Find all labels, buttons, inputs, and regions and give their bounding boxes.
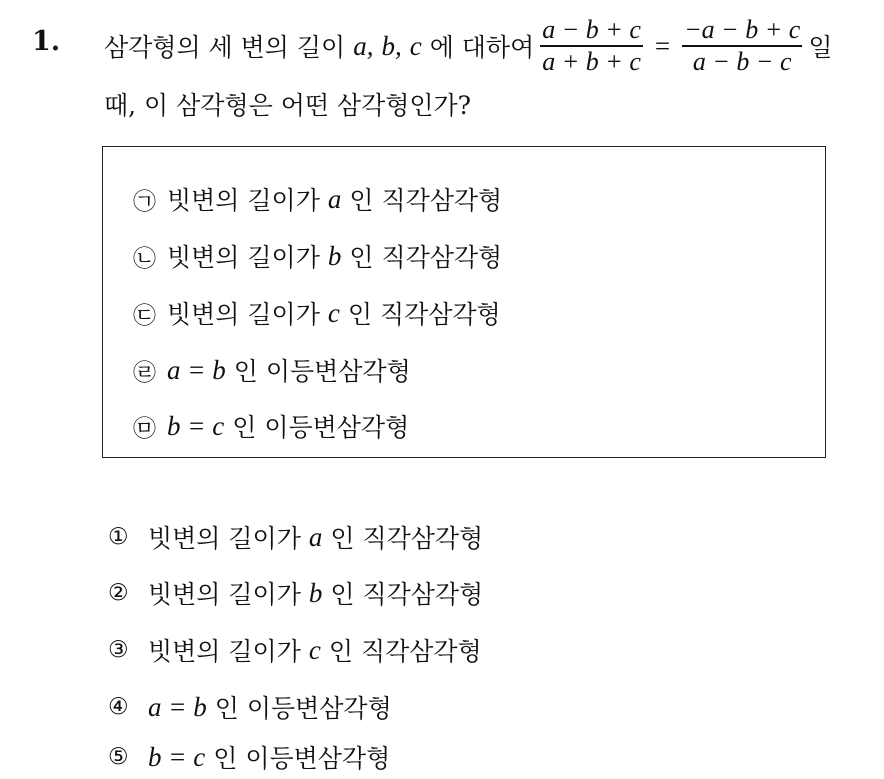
choice-post: 인 이등변삼각형 [213,744,391,773]
choice-var: a = b [148,691,207,722]
statement-marker: ㉢ [133,302,156,329]
choice-number: ③ [108,637,129,663]
answer-choice-5[interactable] [108,737,390,777]
statement-post: 인 직각삼각형 [349,186,503,215]
choice-post: 인 직각삼각형 [330,524,484,553]
answer-choice-1[interactable] [108,517,483,557]
question-number: 1. [32,26,61,57]
choice-pre: 빗변의 길이가 [148,580,301,609]
stem-text-end: 일 [808,33,833,62]
statement-var: a [327,183,342,214]
stem-text: 삼각형의 세 변의 길이 [104,33,346,62]
statement-item [133,236,502,276]
var-a: a, [353,30,374,61]
statement-pre: 빗변의 길이가 [167,300,320,329]
statement-item [133,179,502,219]
fraction-right [682,15,802,77]
equals-sign: = [654,30,671,61]
fraction-left [540,15,643,77]
choice-var: c [308,634,321,665]
statement-item [133,350,411,390]
statement-marker: ㉠ [133,188,156,215]
choice-pre: 빗변의 길이가 [148,637,301,666]
choice-post: 인 직각삼각형 [330,580,484,609]
fraction-right-denominator: a − b − c [692,46,792,76]
fraction-right-numerator: −a − b + c [684,15,801,45]
statement-item [133,406,409,446]
statement-post: 인 이등변삼각형 [232,413,410,442]
choice-pre: 빗변의 길이가 [148,524,301,553]
statement-marker: ㉡ [133,245,156,272]
statement-pre: 빗변의 길이가 [167,186,320,215]
choice-var: b = c [148,741,206,772]
statement-marker: ㉣ [133,359,156,386]
choice-number: ④ [108,694,129,720]
var-c: c [409,30,422,61]
statement-post: 인 직각삼각형 [347,300,501,329]
choice-number: ① [108,524,129,550]
question-stem-line2: 때, 이 삼각형은 어떤 삼각형인가? [104,91,472,120]
choice-post: 인 이등변삼각형 [214,694,392,723]
answer-choice-4[interactable] [108,687,392,727]
fraction-left-numerator: a − b + c [542,15,641,45]
statement-pre: 빗변의 길이가 [167,243,320,272]
stem-text-mid: 에 대하여 [429,33,535,62]
statement-var: c [327,297,340,328]
answer-choice-3[interactable] [108,630,482,670]
statement-var: b [327,240,342,271]
statement-post: 인 직각삼각형 [349,243,503,272]
choice-post: 인 직각삼각형 [328,637,482,666]
statement-box [102,146,826,458]
statement-var: b = c [167,410,225,441]
var-b: b, [381,30,402,61]
choice-number: ② [108,580,129,606]
statement-var: a = b [167,354,226,385]
statement-item [133,293,501,333]
choice-var: a [308,521,323,552]
choice-var: b [308,577,323,608]
choice-number: ⑤ [108,744,129,770]
answer-choice-2[interactable] [108,573,483,613]
fraction-left-denominator: a + b + c [542,46,641,76]
statement-marker: ㉤ [133,415,156,442]
question-stem-line1 [104,12,832,80]
statement-post: 인 이등변삼각형 [233,357,411,386]
